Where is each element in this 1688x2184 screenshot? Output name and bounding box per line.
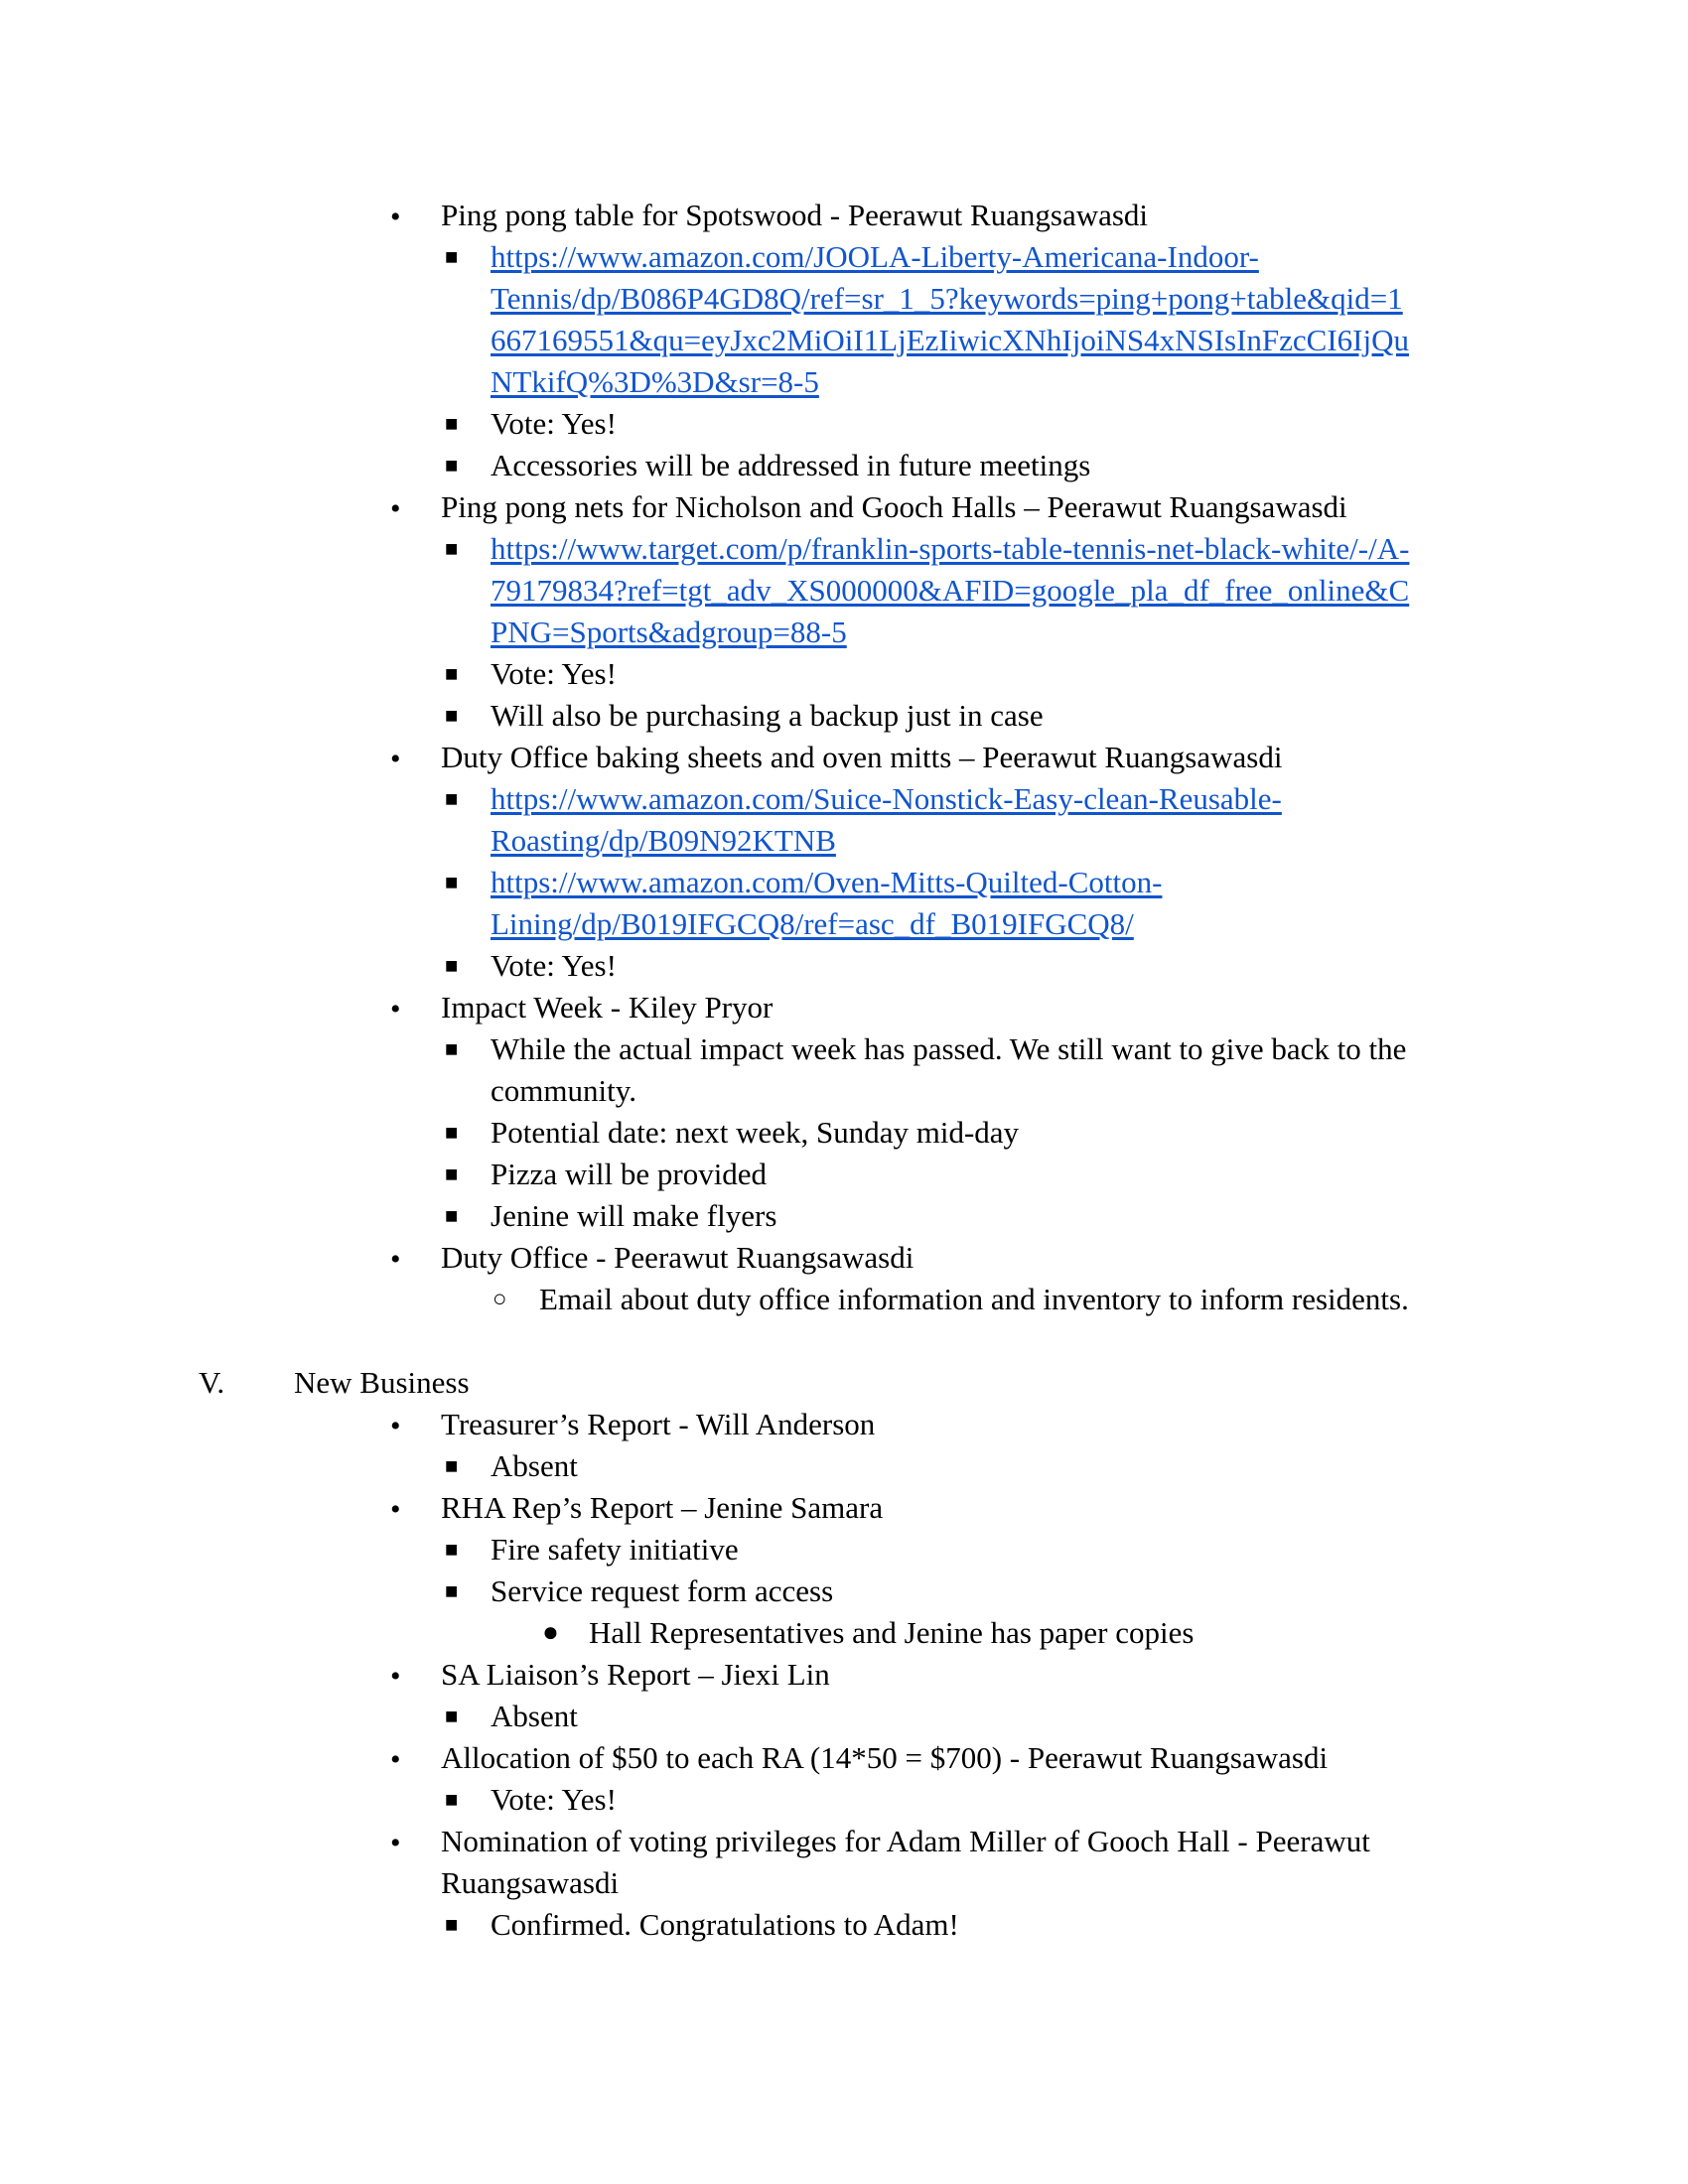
bullet-icon: • [390, 201, 401, 233]
square-bullet-icon: ■ [445, 1578, 459, 1603]
square-bullet-icon: ■ [445, 1537, 459, 1562]
rha-report-item: Fire safety initiative [491, 1532, 739, 1567]
square-bullet-icon: ■ [445, 1453, 459, 1478]
item-title-rha-report: RHA Rep’s Report – Jenine Samara [441, 1490, 884, 1525]
ping-pong-nets-note: Will also be purchasing a backup just in case [491, 698, 1044, 733]
ping-pong-table-link-line-2[interactable]: Tennis/dp/B086P4GD8Q/ref=sr_1_5?keywords=ping+pong+table&qid=1 [491, 281, 1403, 316]
item-title-ping-pong-table: Ping pong table for Spotswood - Peerawut Ruangsawasdi [441, 198, 1149, 232]
bullet-icon: • [390, 1493, 401, 1526]
square-bullet-icon: ■ [445, 703, 459, 728]
item-title-treasurer-report: Treasurer’s Report - Will Anderson [441, 1407, 876, 1441]
bullet-icon: • [390, 492, 401, 525]
ping-pong-nets-vote: Vote: Yes! [491, 656, 617, 691]
square-bullet-icon: ■ [445, 1912, 459, 1937]
ping-pong-table-link-line-4[interactable]: NTkifQ%3D%3D&sr=8-5 [491, 364, 819, 399]
impact-week-item: Potential date: next week, Sunday mid-day [491, 1115, 1020, 1150]
ping-pong-table-vote: Vote: Yes! [491, 406, 617, 441]
ping-pong-nets-link-line-2[interactable]: 79179834?ref=tgt_adv_XS000000&AFID=google_pla_df_free_online&C [491, 573, 1410, 608]
dot-bullet-icon: ● [542, 1617, 559, 1648]
baking-sheets-vote: Vote: Yes! [491, 948, 617, 983]
ping-pong-nets-link-line-1[interactable]: https://www.target.com/p/franklin-sports-table-tennis-net-black-white/-/A- [491, 531, 1410, 566]
hollow-circle-bullet-icon: ○ [492, 1287, 507, 1312]
bullet-icon: • [390, 1660, 401, 1693]
bullet-icon: • [390, 1243, 401, 1276]
square-bullet-icon: ■ [445, 953, 459, 978]
bullet-icon: • [390, 993, 401, 1025]
square-bullet-icon: ■ [445, 661, 459, 686]
square-bullet-icon: ■ [445, 1203, 459, 1228]
impact-week-item: Pizza will be provided [491, 1157, 768, 1191]
section-numeral: V. [199, 1365, 225, 1400]
allocation-vote: Vote: Yes! [491, 1782, 617, 1817]
impact-week-item: While the actual impact week has passed. We still want to give back to the [491, 1031, 1407, 1066]
oven-mitts-link-line-2[interactable]: Lining/dp/B019IFGCQ8/ref=asc_df_B019IFGCQ8/ [491, 906, 1134, 941]
square-bullet-icon: ■ [445, 1120, 459, 1145]
ping-pong-table-link-line-1[interactable]: https://www.amazon.com/JOOLA-Liberty-Americana-Indoor- [491, 239, 1259, 274]
square-bullet-icon: ■ [445, 1704, 459, 1728]
section-heading-new-business: New Business [294, 1365, 470, 1400]
square-bullet-icon: ■ [445, 1787, 459, 1812]
ping-pong-table-link-line-3[interactable]: 667169551&qu=eyJxc2MiOiI1LjEzIiwicXNhIjoiNS4xNSIsInFzcCI6IjQu [491, 323, 1409, 357]
baking-sheets-link-line-1[interactable]: https://www.amazon.com/Suice-Nonstick-Easy-clean-Reusable- [491, 781, 1282, 816]
square-bullet-icon: ■ [445, 870, 459, 894]
treasurer-report-item: Absent [491, 1448, 578, 1483]
oven-mitts-link-line-1[interactable]: https://www.amazon.com/Oven-Mitts-Quilted-Cotton- [491, 865, 1163, 899]
square-bullet-icon: ■ [445, 453, 459, 478]
item-title-nomination-continued: Ruangsawasdi [441, 1865, 620, 1900]
item-title-impact-week: Impact Week - Kiley Pryor [441, 990, 774, 1024]
bullet-icon: • [390, 1827, 401, 1859]
rha-report-item: Service request form access [491, 1573, 834, 1608]
baking-sheets-link-line-2[interactable]: Roasting/dp/B09N92KTNB [491, 823, 836, 858]
sa-liaison-report-item: Absent [491, 1699, 578, 1733]
duty-office-item: Email about duty office information and inventory to inform residents. [539, 1282, 1409, 1316]
ping-pong-nets-link-line-3[interactable]: PNG=Sports&adgroup=88-5 [491, 614, 847, 649]
square-bullet-icon: ■ [445, 244, 459, 269]
square-bullet-icon: ■ [445, 786, 459, 811]
square-bullet-icon: ■ [445, 1036, 459, 1061]
nomination-item: Confirmed. Congratulations to Adam! [491, 1907, 959, 1942]
item-title-duty-office: Duty Office - Peerawut Ruangsawasdi [441, 1240, 914, 1275]
square-bullet-icon: ■ [445, 411, 459, 436]
item-title-nomination: Nomination of voting privileges for Adam Miller of Gooch Hall - Peerawut [441, 1824, 1370, 1858]
bullet-icon: • [390, 1743, 401, 1776]
bullet-icon: • [390, 743, 401, 775]
item-title-ping-pong-nets: Ping pong nets for Nicholson and Gooch Halls – Peerawut Ruangsawasdi [441, 489, 1347, 524]
item-title-baking-sheets: Duty Office baking sheets and oven mitts – Peerawut Ruangsawasdi [441, 740, 1283, 774]
bullet-icon: • [390, 1410, 401, 1442]
impact-week-item-continued: community. [491, 1073, 636, 1108]
square-bullet-icon: ■ [445, 536, 459, 561]
ping-pong-table-note: Accessories will be addressed in future meetings [491, 448, 1091, 482]
item-title-allocation: Allocation of $50 to each RA (14*50 = $700) - Peerawut Ruangsawasdi [441, 1740, 1329, 1775]
square-bullet-icon: ■ [445, 1161, 459, 1186]
impact-week-item: Jenine will make flyers [491, 1198, 777, 1233]
rha-report-sub-item: Hall Representatives and Jenine has paper copies [589, 1615, 1195, 1650]
item-title-sa-liaison-report: SA Liaison’s Report – Jiexi Lin [441, 1657, 830, 1692]
